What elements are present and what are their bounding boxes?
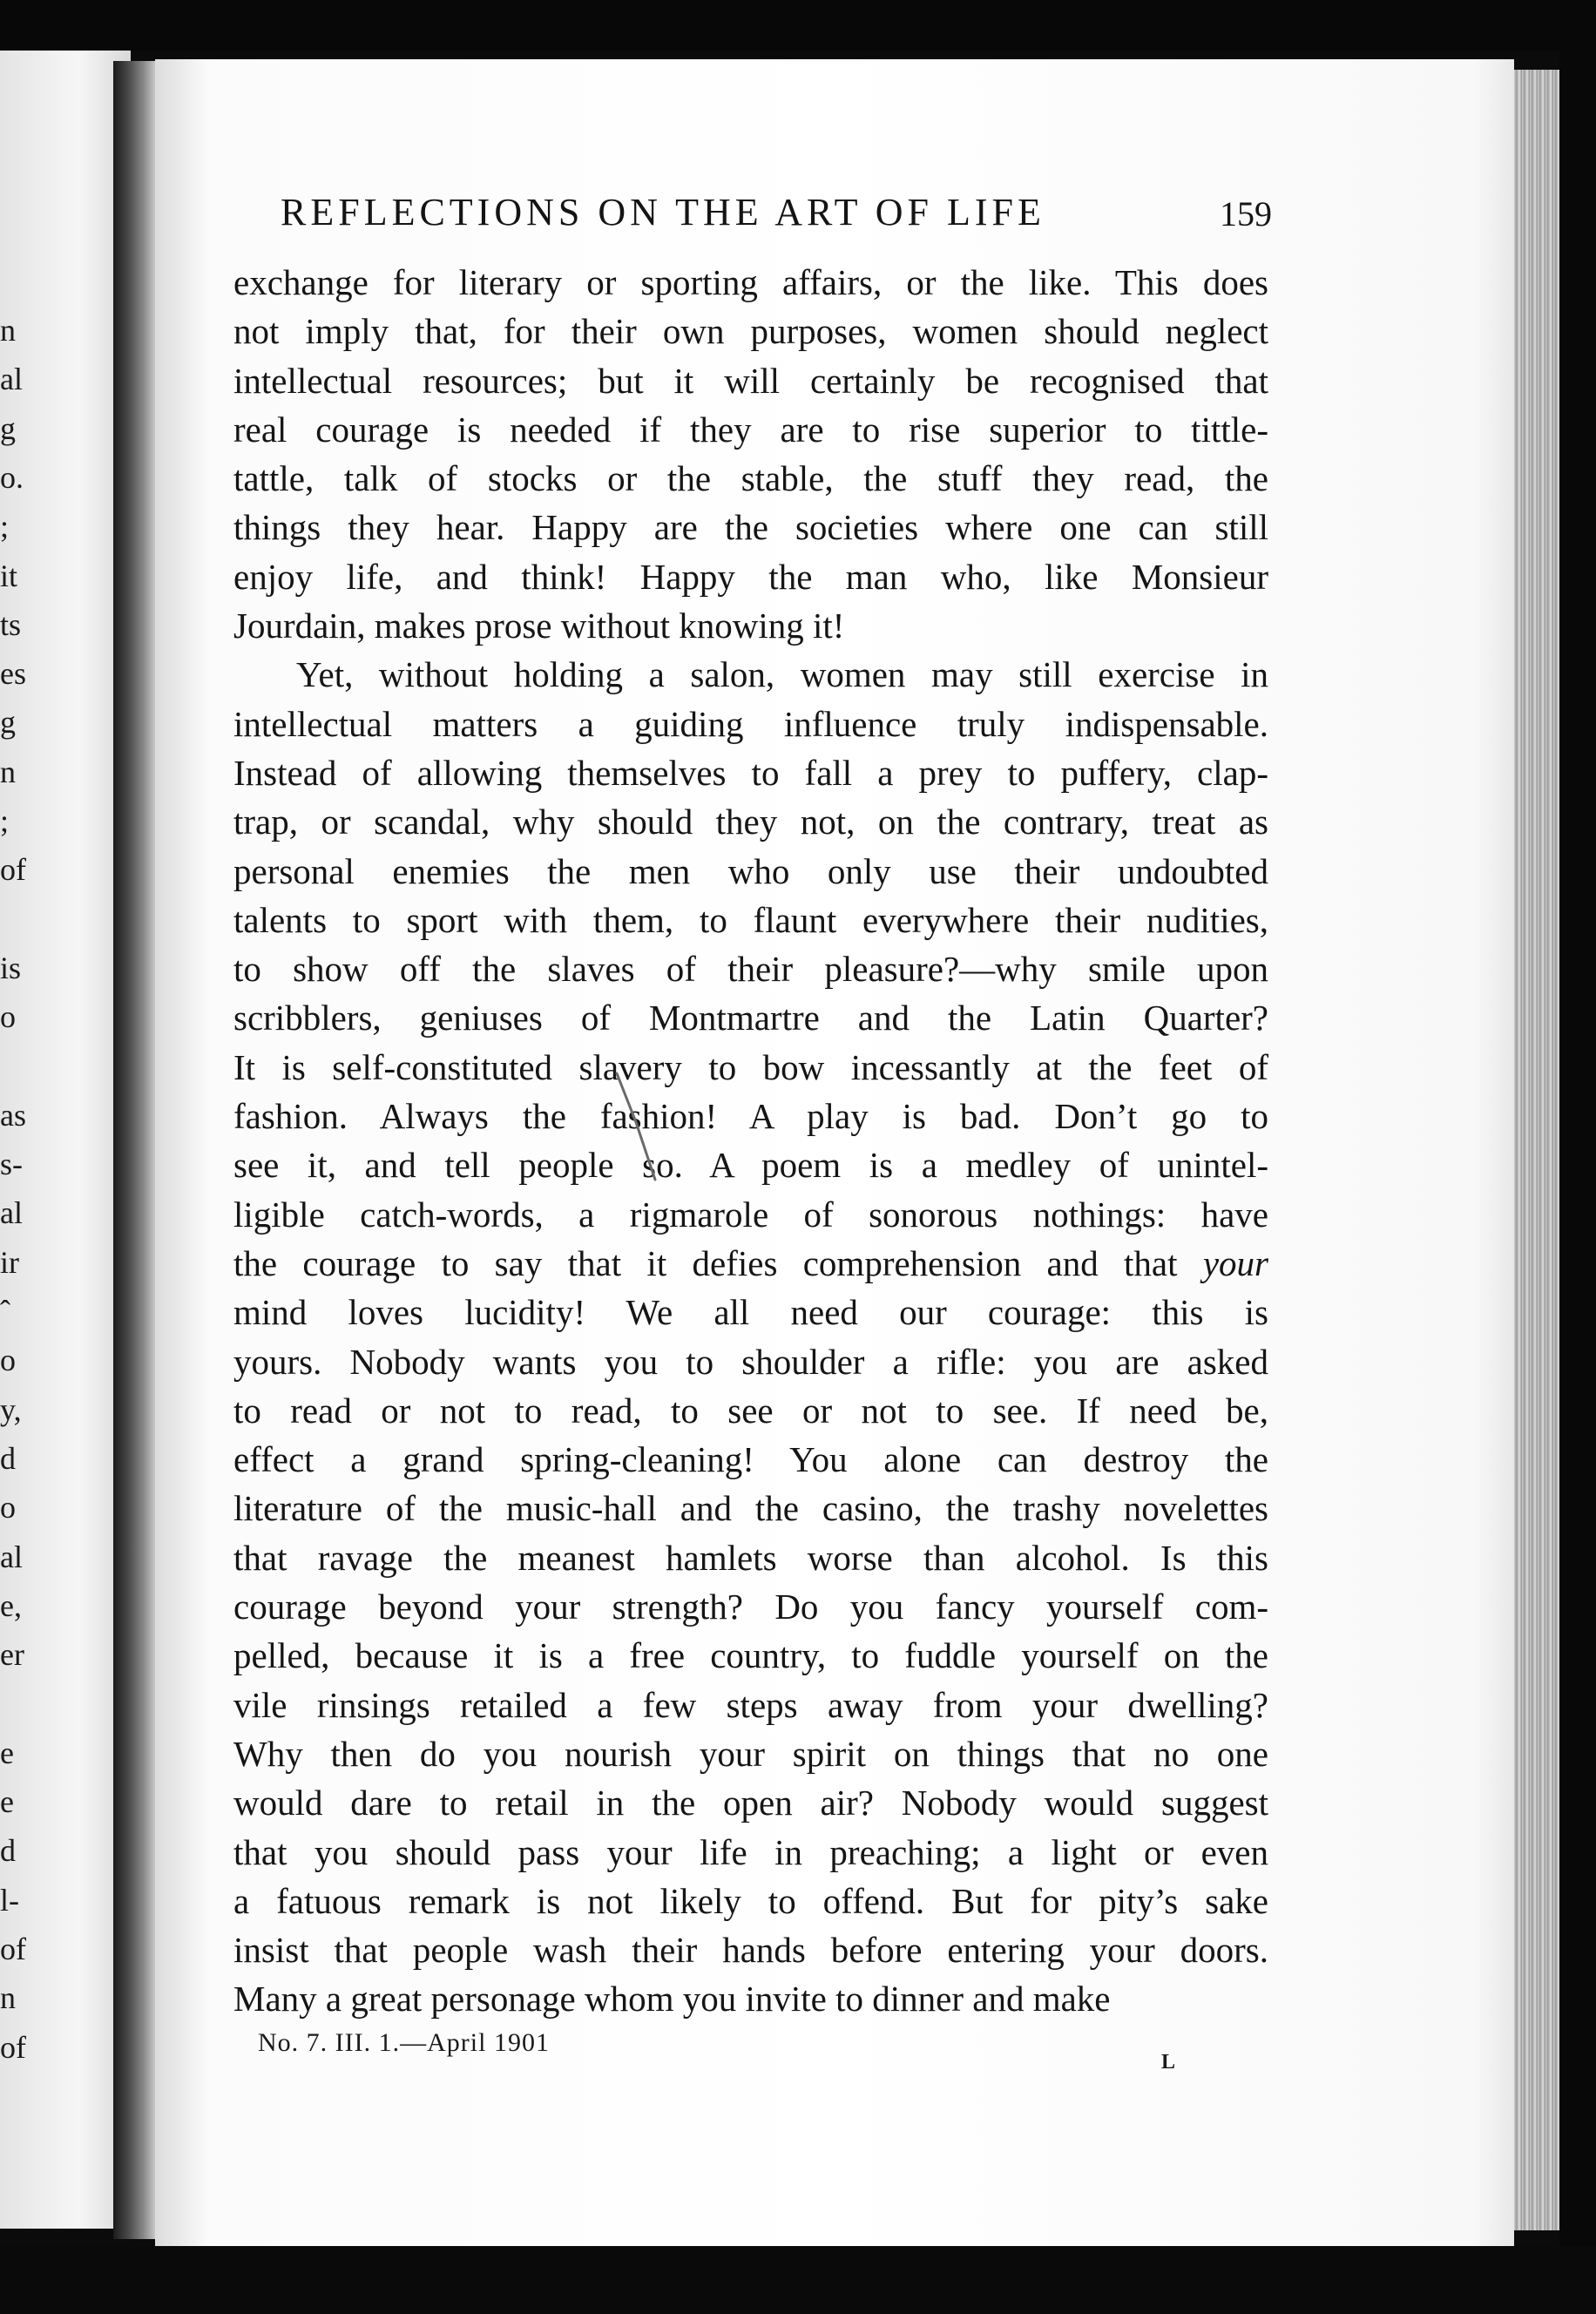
text-line: to show off the slaves of their pleasure?—why smile upon bbox=[233, 949, 1268, 990]
left-page-fragment: of bbox=[0, 852, 26, 888]
text-line: Jourdain, makes prose without knowing it! bbox=[233, 606, 845, 646]
left-page-fragment: o bbox=[0, 999, 16, 1035]
scan-top-border bbox=[0, 0, 1596, 51]
signature-mark: No. 7. III. 1.—April 1901 bbox=[258, 2028, 550, 2057]
text-line: yours. Nobody wants you to shoulder a rifle: you are asked bbox=[233, 1341, 1268, 1382]
text-line: talents to sport with them, to flaunt everywhere their nudities, bbox=[233, 899, 1268, 940]
left-page-fragment: e bbox=[0, 1784, 14, 1819]
left-page-fragment: er bbox=[0, 1637, 24, 1673]
text-line: enjoy life, and think! Happy the man who, like Monsieur bbox=[233, 556, 1268, 597]
text-line: a fatuous remark is not likely to offend. But for pity’s sake bbox=[233, 1880, 1268, 1921]
text-line: to read or not to read, to see or not to see. If need be, bbox=[233, 1390, 1268, 1431]
left-page-fragment: o bbox=[0, 1343, 16, 1378]
text-line: that you should pass your life in preaching; a light or even bbox=[233, 1831, 1268, 1872]
text-line: see it, and tell people so. A poem is a medley of unintel- bbox=[233, 1145, 1268, 1186]
italic-word: your bbox=[1202, 1242, 1268, 1283]
text-line: would dare to retail in the open air? Nobody would suggest bbox=[233, 1783, 1268, 1823]
text-line-part: the courage to say that it defies comprehension and that bbox=[233, 1242, 1203, 1283]
left-page-fragment: n bbox=[0, 754, 16, 789]
scan-right-border bbox=[1559, 0, 1596, 2314]
text-line: scribblers, geniuses of Montmartre and the Latin Quarter? bbox=[233, 998, 1268, 1039]
left-page-fragment: e bbox=[0, 1735, 14, 1770]
left-page-fragment: o. bbox=[0, 459, 24, 495]
left-page-fragment: n bbox=[0, 313, 16, 348]
page-number: 159 bbox=[1220, 194, 1272, 233]
left-page-fragment: of bbox=[0, 2029, 26, 2065]
book-gutter-shadow bbox=[113, 61, 157, 2239]
text-line: effect a grand spring-cleaning! You alone can destroy the bbox=[233, 1439, 1268, 1480]
left-page-fragment: as bbox=[0, 1097, 26, 1133]
left-page-fragment: g bbox=[0, 705, 16, 741]
text-line: pelled, because it is a free country, to fuddle yourself on the bbox=[233, 1635, 1268, 1676]
left-facing-page bbox=[0, 51, 131, 2229]
text-line: insist that people wash their hands before entering your doors. bbox=[233, 1930, 1268, 1971]
left-page-fragment: al bbox=[0, 362, 23, 397]
left-page-fragment: o bbox=[0, 1490, 16, 1526]
text-line: intellectual resources; but it will certainly be recognised that bbox=[233, 360, 1268, 401]
paragraph-2 bbox=[233, 650, 1268, 2023]
left-page-fragment: d bbox=[0, 1440, 16, 1476]
pencil-mark-icon bbox=[610, 1070, 662, 1183]
text-line: vile rinsings retailed a few steps away from your dwelling? bbox=[233, 1684, 1268, 1725]
text-line: exchange for literary or sporting affairs, or the like. This does bbox=[233, 262, 1268, 302]
left-page-fragment: al bbox=[0, 1539, 23, 1574]
text-line: intellectual matters a guiding influence truly indispensable. bbox=[233, 703, 1268, 744]
page-edge-stack bbox=[1514, 70, 1559, 2230]
text-line bbox=[233, 1239, 1268, 1288]
left-page-fragment: ; bbox=[0, 803, 10, 838]
text-line: that ravage the meanest hamlets worse than alcohol. Is this bbox=[233, 1537, 1268, 1578]
running-head: REFLECTIONS ON THE ART OF LIFE bbox=[281, 191, 1045, 233]
left-page-fragment: e, bbox=[0, 1587, 22, 1623]
left-page-fragment: of bbox=[0, 1931, 26, 1966]
scan-bottom-border bbox=[0, 2246, 1596, 2314]
left-page-fragment: n bbox=[0, 1980, 16, 2016]
left-page-fragment: ˆ bbox=[0, 1294, 10, 1329]
text-line: Yet, without holding a salon, women may still exercise in bbox=[296, 654, 1268, 695]
text-line: not imply that, for their own purposes, women should neglect bbox=[233, 311, 1268, 352]
text-line: fashion. Always the fashion! A play is bad. Don’t go to bbox=[233, 1096, 1268, 1137]
text-line: personal enemies the men who only use their undoubted bbox=[233, 850, 1268, 891]
text-line: courage beyond your strength? Do you fancy yourself com- bbox=[233, 1587, 1268, 1627]
left-page-fragment: d bbox=[0, 1833, 16, 1869]
text-line: literature of the music-hall and the casino, the trashy novelettes bbox=[233, 1488, 1268, 1529]
left-page-fragment: l- bbox=[0, 1882, 19, 1918]
paragraph-1 bbox=[233, 258, 1268, 650]
left-page-fragment: is bbox=[0, 950, 22, 985]
left-page-fragment: ts bbox=[0, 606, 22, 642]
left-page-fragment: g bbox=[0, 410, 16, 446]
left-page-fragment: it bbox=[0, 558, 18, 593]
left-page-fragment: es bbox=[0, 656, 26, 692]
text-line: It is self-constituted slavery to bow incessantly at the feet of bbox=[233, 1046, 1268, 1087]
signature-letter: L bbox=[1161, 2051, 1176, 2074]
text-line: real courage is needed if they are to rise superior to tittle- bbox=[233, 409, 1268, 450]
left-page-fragment: ir bbox=[0, 1244, 19, 1280]
left-page-fragment: al bbox=[0, 1195, 23, 1231]
left-page-fragment: s- bbox=[0, 1147, 23, 1182]
text-line: things they hear. Happy are the societies where one can still bbox=[233, 507, 1268, 548]
text-line: mind loves lucidity! We all need our courage: this is bbox=[233, 1292, 1268, 1333]
text-line: ligible catch-words, a rigmarole of sonorous nothings: have bbox=[233, 1194, 1268, 1235]
text-line: Many a great personage whom you invite to dinner and make bbox=[233, 1979, 1111, 2020]
left-page-fragment: ; bbox=[0, 509, 10, 545]
text-line: Instead of allowing themselves to fall a prey to puffery, clap- bbox=[233, 752, 1268, 793]
text-line: tattle, talk of stocks or the stable, the stuff they read, the bbox=[233, 458, 1268, 499]
text-line: trap, or scandal, why should they not, on the contrary, treat as bbox=[233, 802, 1268, 842]
text-line: Why then do you nourish your spirit on things that no one bbox=[233, 1733, 1268, 1774]
body-text bbox=[233, 258, 1268, 2024]
left-page-fragment: y, bbox=[0, 1391, 22, 1427]
